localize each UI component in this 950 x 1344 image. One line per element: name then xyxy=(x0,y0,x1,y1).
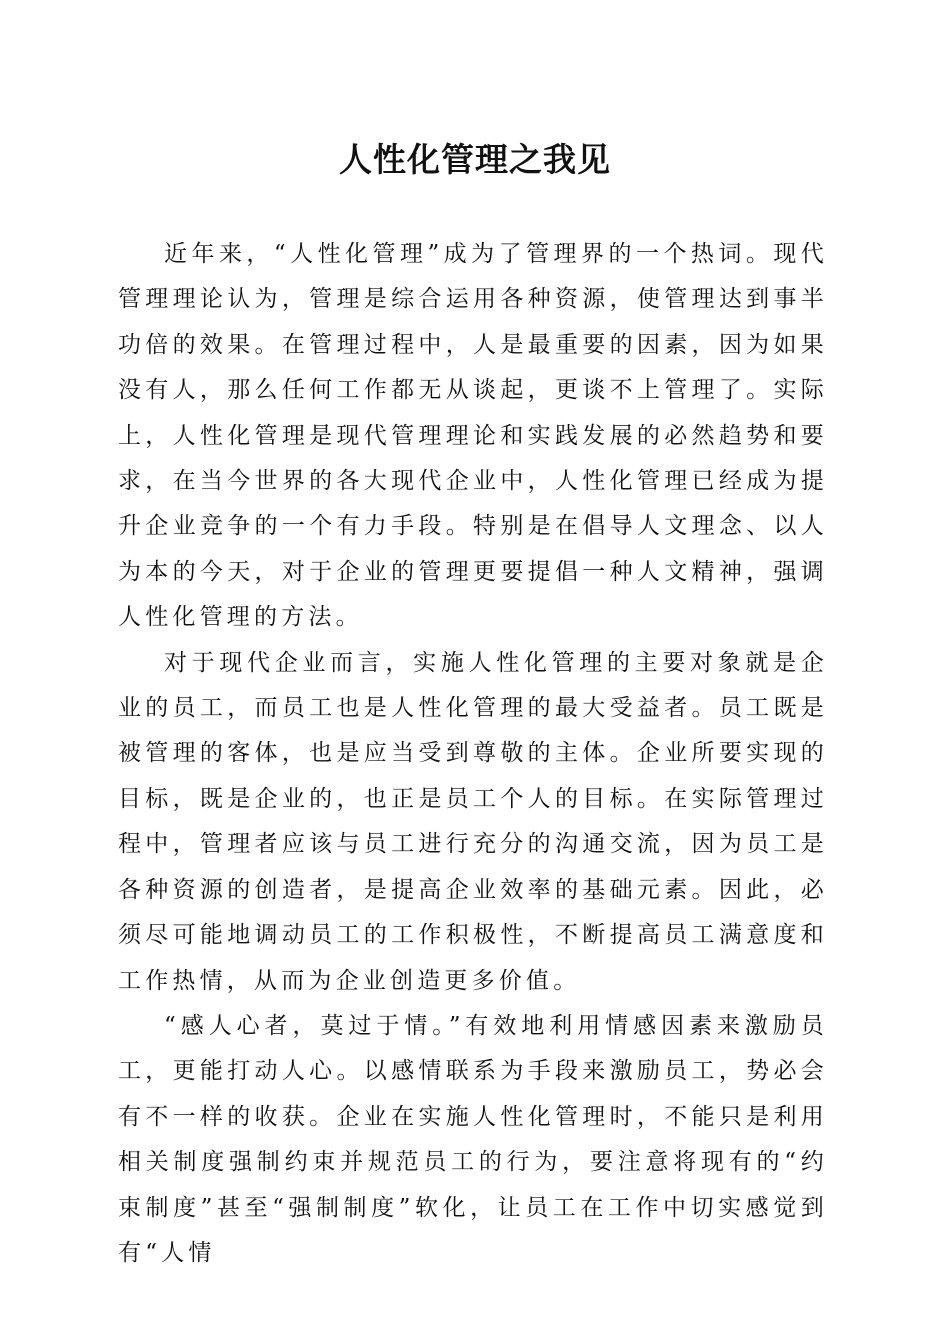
paragraph-1: 近年来，“人性化管理”成为了管理界的一个热词。现代管理理论认为，管理是综合运用各种资源，使管理达到事半功倍的效果。在管理过程中，人是最重要的因素，因为如果没有人，那么任何工作都无从谈起，更谈不上管理了。实际上，人性化管理是现代管理理论和实践发展的必然趋势和要求，在当今世界的各大现代企业中，人性化管理已经成为提升企业竞争的一个有力手段。特别是在倡导人文理念、以人为本的今天，对于企业的管理更要提倡一种人文精神，强调人性化管理的方法。 xyxy=(118,241,828,631)
paragraph-2: 对于现代企业而言，实施人性化管理的主要对象就是企业的员工，而员工也是人性化管理的最大受益者。员工既是被管理的客体，也是应当受到尊敬的主体。企业所要实现的目标，既是企业的，也正是员工个人的目标。在实际管理过程中，管理者应该与员工进行充分的沟通交流，因为员工是各种资源的创造者，是提高企业效率的基础元素。因此，必须尽可能地调动员工的工作积极性，不断提高员工满意度和工作热情，从而为企业创造更多价值。 xyxy=(118,649,828,994)
document-body xyxy=(118,232,828,1276)
paragraph-3: “感人心者，莫过于情。”有效地利用情感因素来激励员工，更能打动人心。以感情联系为手段来激励员工，势必会有不一样的收获。企业在实施人性化管理时，不能只是利用相关制度强制约束并规范员工的行为，要注意将现有的“约束制度”甚至“强制制度”软化，让员工在工作中切实感觉到有“人情 xyxy=(118,1012,828,1266)
document-title: 人性化管理之我见 xyxy=(339,140,611,179)
